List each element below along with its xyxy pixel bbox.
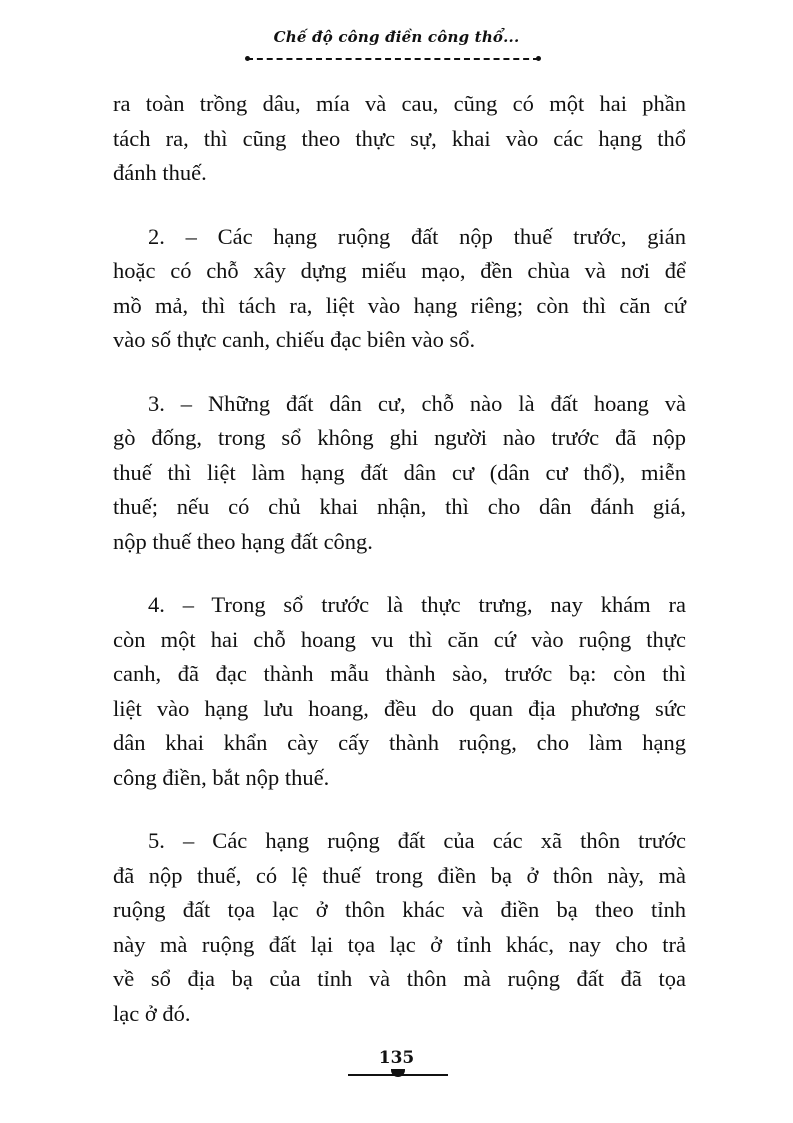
text-line: mồ mả, thì tách ra, liệt vào hạng riêng; còn thì căn cứ	[113, 292, 686, 318]
text-line: về sổ địa bạ của tỉnh và thôn mà ruộng đất đã tọa	[113, 966, 686, 991]
page-number: 135	[378, 1048, 415, 1068]
paragraph	[113, 220, 686, 358]
text-line: canh, đã đạc thành mẫu thành sào, trước bạ: còn thì	[113, 661, 686, 686]
paragraph	[113, 87, 686, 191]
text-line: nộp thuế theo hạng đất công.	[113, 528, 373, 554]
page-body	[113, 87, 686, 1060]
text-line: công điền, bắt nộp thuế.	[113, 764, 330, 790]
text-line: vào số thực canh, chiếu đạc biên vào sổ.	[113, 327, 476, 352]
text-line: ra toàn trồng dâu, mía và cau, cũng có một hai phần	[113, 91, 686, 116]
text-line: dân khai khẩn cày cấy thành ruộng, cho làm hạng	[113, 730, 686, 755]
text-line: gò đống, trong sổ không ghi người nào trước đã nộp	[113, 425, 686, 450]
paragraph	[113, 387, 686, 560]
text-line: 5. – Các hạng ruộng đất của các xã thôn trước	[148, 828, 686, 853]
text-line: 2. – Các hạng ruộng đất nộp thuế trước, gián	[148, 223, 686, 249]
running-header	[0, 28, 793, 47]
text-line: hoặc có chỗ xây dựng miếu mạo, đền chùa và nơi để	[113, 258, 686, 283]
text-line: 3. – Những đất dân cư, chỗ nào là đất hoang và	[148, 390, 686, 416]
text-line: đã nộp thuế, có lệ thuế trong điền bạ ở thôn này, mà	[113, 862, 686, 888]
text-line: tách ra, thì cũng theo thực sự, khai vào các hạng thổ	[113, 125, 686, 151]
running-title: Chế độ công điền công thổ...	[273, 28, 520, 46]
text-line: lạc ở đó.	[113, 1000, 191, 1026]
header-divider	[247, 58, 539, 60]
text-line: thuế; nếu có chủ khai nhận, thì cho dân đánh giá,	[113, 494, 686, 519]
text-line: này mà ruộng đất lại tọa lạc ở tỉnh khác, nay cho trả	[113, 931, 686, 957]
text-line: đánh thuế.	[113, 160, 207, 185]
text-line: 4. – Trong sổ trước là thực trưng, nay khám ra	[148, 592, 686, 617]
page-footer	[0, 1048, 793, 1068]
text-line: ruộng đất tọa lạc ở thôn khác và điền bạ theo tỉnh	[113, 897, 686, 922]
text-line: thuế thì liệt làm hạng đất dân cư (dân cư thổ), miễn	[113, 459, 686, 485]
paragraph	[113, 824, 686, 1031]
paragraph	[113, 588, 686, 795]
text-line: còn một hai chỗ hoang vu thì căn cứ vào ruộng thực	[113, 626, 686, 652]
text-line: liệt vào hạng lưu hoang, đều do quan địa phương sức	[113, 695, 686, 721]
